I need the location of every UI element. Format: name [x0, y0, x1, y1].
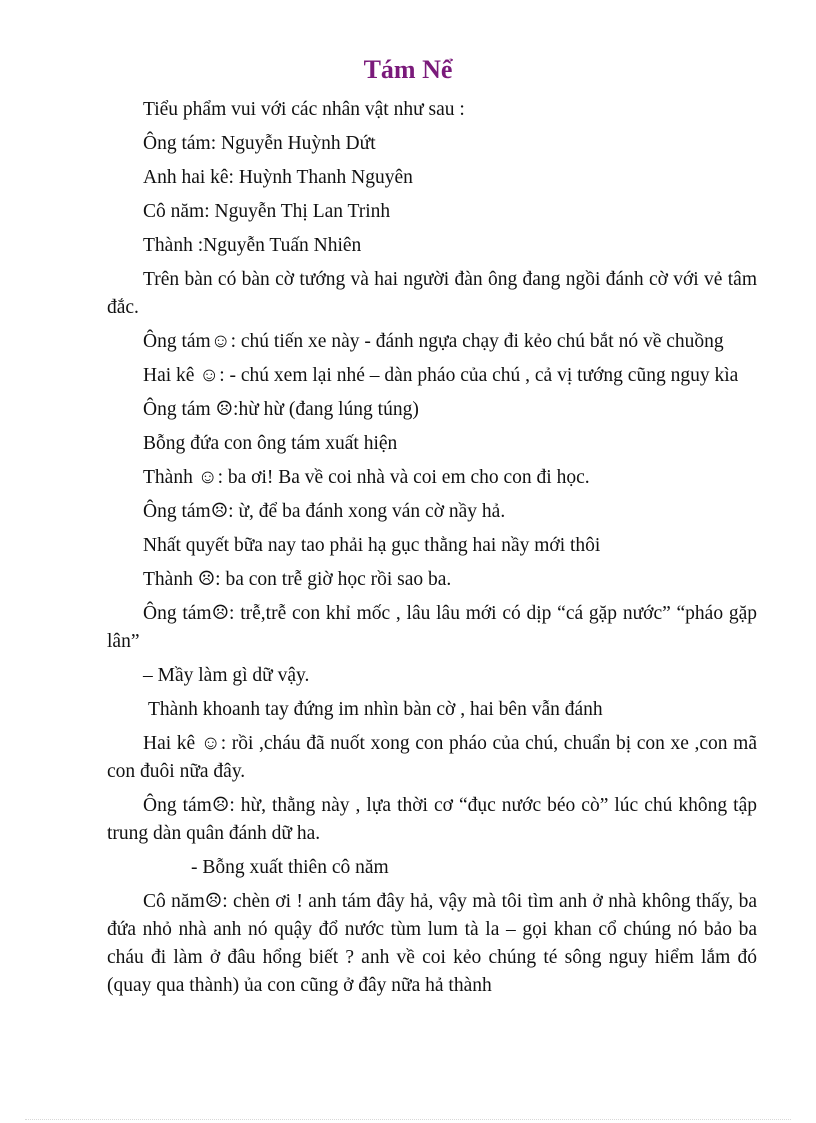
paragraph: Trên bàn có bàn cờ tướng và hai người đàn ông đang ngồi đánh cờ với vẻ tâm đắc. [107, 269, 757, 318]
paragraph: Thành khoanh tay đứng im nhìn bàn cờ , hai bên vẫn đánh [148, 699, 603, 720]
paragraph: - Bỗng xuất thiên cô năm [191, 857, 389, 878]
paragraph: Thành ☺: ba ơi! Ba về coi nhà và coi em cho con đi học. [143, 467, 590, 488]
paragraph: Tiểu phẩm vui với các nhân vật như sau : [143, 99, 465, 120]
paragraph: Ông tám☹: hừ, thằng này , lựa thời cơ “đục nước béo cò” lúc chú không tập trung dàn quân đánh dữ ha. [107, 795, 757, 844]
paragraph: Cô năm: Nguyễn Thị Lan Trinh [143, 201, 391, 222]
document-body [107, 96, 757, 1006]
paragraph: Bỗng đứa con ông tám xuất hiện [143, 433, 398, 454]
document-title: Tám Nể [363, 55, 453, 84]
paragraph: Ông tám: Nguyễn Huỳnh Dứt [143, 133, 376, 154]
paragraph: Ông tám☺: chú tiến xe này - đánh ngựa chạy đi kẻo chú bắt nó về chuồng [143, 331, 724, 352]
paragraph: Thành ☹: ba con trễ giờ học rồi sao ba. [143, 569, 452, 590]
paragraph: Nhất quyết bữa nay tao phải hạ gục thằng hai nầy mới thôi [143, 535, 601, 556]
paragraph: Thành :Nguyễn Tuấn Nhiên [143, 235, 362, 256]
paragraph: Anh hai kê: Huỳnh Thanh Nguyên [143, 167, 413, 188]
paragraph: Hai kê ☺: rồi ,cháu đã nuốt xong con pháo của chú, chuẩn bị con xe ,con mã con đuôi nữa đây. [107, 733, 757, 782]
page-bottom-divider [25, 1119, 791, 1120]
paragraph: Ông tám ☹:hừ hừ (đang lúng túng) [143, 399, 419, 420]
paragraph: Cô năm☹: chèn ơi ! anh tám đây hả, vậy mà tôi tìm anh ở nhà không thấy, ba đứa nhỏ nhà anh nó quậy đổ nước tùm lum tà la – gọi khan cổ chúng nó bảo ba cháu đi làm ở đâu hổng biết ? anh về coi kẻo chúng té sông nguy hiểm lắm đó (quay qua thành) ủa con cũng ở đây nữa hả thành [107, 891, 757, 996]
paragraph: Ông tám☹: ừ, để ba đánh xong ván cờ nầy hả. [143, 501, 506, 522]
paragraph: Hai kê ☺: - chú xem lại nhé – dàn pháo của chú , cả vị tướng cũng nguy kìa [143, 365, 739, 386]
paragraph: Ông tám☹: trễ,trễ con khỉ mốc , lâu lâu mới có dịp “cá gặp nước” “pháo gặp lân” [107, 603, 757, 652]
paragraph: – Mầy làm gì dữ vậy. [143, 665, 310, 686]
